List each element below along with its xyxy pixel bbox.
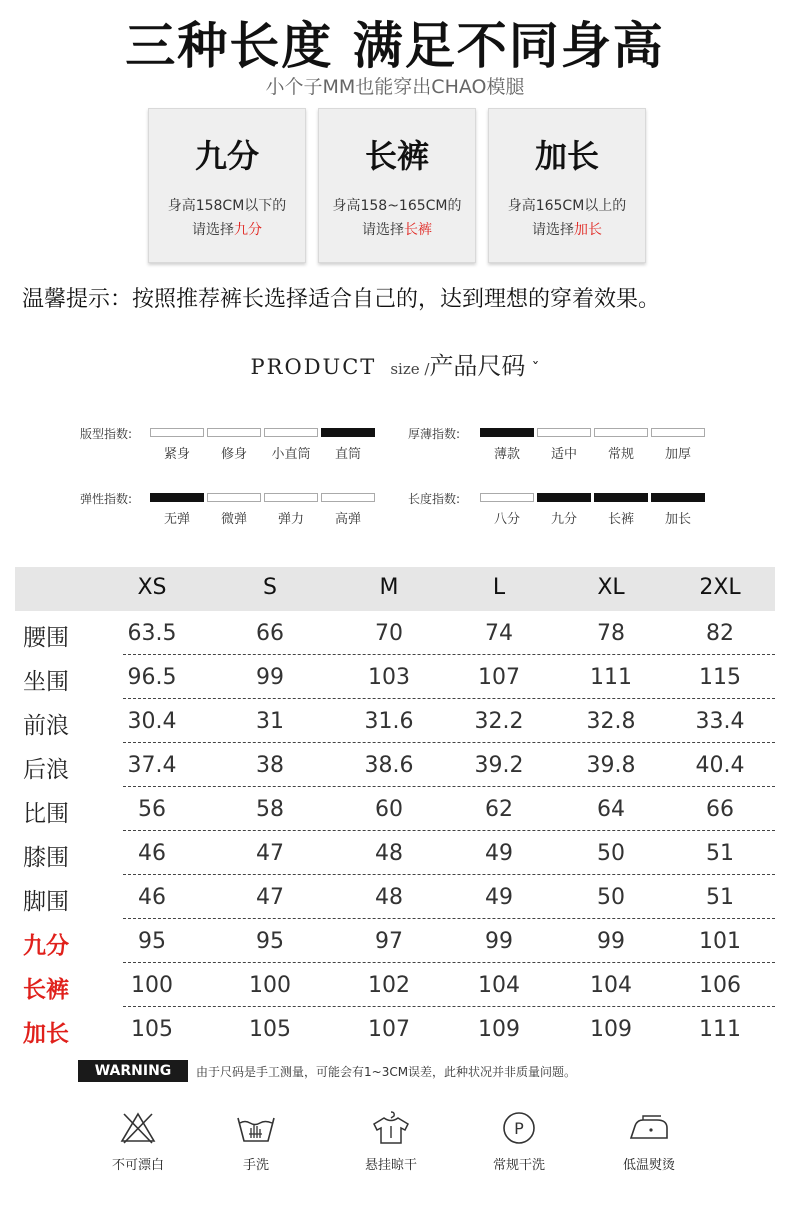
row-divider — [123, 742, 775, 743]
size-cell: 38 — [256, 753, 284, 778]
size-cell: 47 — [256, 841, 284, 866]
card-nine-tenths — [148, 108, 306, 263]
size-row-label: 九分 — [23, 933, 69, 959]
card-extended — [488, 108, 646, 263]
care-hang-dry — [351, 1110, 431, 1173]
row-divider — [123, 918, 775, 919]
index-segment — [537, 493, 591, 502]
card-recommend: 请选择长裤 — [362, 222, 432, 238]
size-column-header: S — [263, 575, 277, 600]
product-size-header — [0, 346, 790, 381]
warning-text: 由于尺码是手工测量，可能会有1~3CM误差，此种状况并非质量问题。 — [196, 1065, 577, 1079]
size-cell: 51 — [706, 841, 734, 866]
size-column-header: XS — [137, 575, 167, 600]
index-label: 弹性指数: — [80, 492, 133, 506]
size-cell: 39.8 — [586, 753, 636, 778]
svg-text:P: P — [514, 1119, 524, 1138]
size-cell: 107 — [478, 665, 520, 690]
index-option: 八分 — [493, 512, 520, 527]
size-cell: 40.4 — [695, 753, 745, 778]
size-cell: 39.2 — [474, 753, 524, 778]
size-cell: 100 — [249, 973, 291, 998]
size-cell: 31.6 — [364, 709, 414, 734]
dry-clean-icon — [501, 1110, 537, 1146]
size-cell: 51 — [706, 885, 734, 910]
index-segment — [594, 493, 648, 502]
size-cell: 105 — [131, 1017, 173, 1042]
length-cards — [144, 108, 646, 266]
size-cell: 48 — [375, 841, 403, 866]
care-label: 不可漂白 — [111, 1158, 164, 1173]
size-cell: 31 — [256, 709, 284, 734]
index-label: 厚薄指数: — [408, 427, 461, 441]
card-title: 加长 — [534, 137, 599, 175]
index-option: 加厚 — [664, 447, 691, 462]
row-divider — [123, 698, 775, 699]
size-cell: 106 — [699, 973, 741, 998]
size-cell: 102 — [368, 973, 410, 998]
index-segment — [651, 428, 705, 437]
row-divider — [123, 874, 775, 875]
care-low-iron — [609, 1110, 689, 1173]
low-iron-icon — [627, 1110, 671, 1146]
card-title: 九分 — [194, 137, 259, 175]
size-cell: 82 — [706, 621, 734, 646]
index-option: 高弹 — [334, 512, 361, 527]
index-segment — [480, 493, 534, 502]
hero-title: 三种长度 满足不同身高 — [125, 17, 665, 75]
size-cell: 103 — [368, 665, 410, 690]
size-cell: 96.5 — [127, 665, 177, 690]
size-cell: 46 — [138, 885, 166, 910]
size-cell: 95 — [256, 929, 284, 954]
care-hand-wash — [216, 1110, 296, 1173]
size-cell: 99 — [597, 929, 625, 954]
size-cell: 50 — [597, 885, 625, 910]
size-cell: 104 — [478, 973, 520, 998]
index-segment — [264, 493, 318, 502]
size-row-label: 加长 — [23, 1021, 69, 1047]
size-header-row — [15, 567, 775, 611]
size-cell: 56 — [138, 797, 166, 822]
size-cell: 66 — [256, 621, 284, 646]
care-label: 悬挂晾干 — [364, 1158, 417, 1173]
size-cell: 38.6 — [364, 753, 414, 778]
size-cell: 37.4 — [127, 753, 177, 778]
size-column-header: XL — [597, 575, 625, 600]
card-title: 长裤 — [364, 137, 429, 175]
size-row-label: 比围 — [23, 801, 69, 827]
size-cell: 49 — [485, 841, 513, 866]
card-long-pants — [318, 108, 476, 263]
size-cell: 111 — [590, 665, 632, 690]
size-column-header: M — [379, 575, 399, 600]
size-row-label: 长裤 — [23, 977, 69, 1003]
size-cell: 30.4 — [127, 709, 177, 734]
size-row-label: 腰围 — [23, 625, 69, 651]
size-row-label: 膝围 — [23, 845, 69, 871]
index-option: 弹力 — [277, 512, 304, 527]
index-segment — [321, 493, 375, 502]
hand-wash-icon — [235, 1110, 277, 1146]
row-divider — [123, 962, 775, 963]
size-column-header: L — [492, 575, 506, 600]
card-recommend: 请选择九分 — [192, 222, 262, 238]
size-cell: 109 — [478, 1017, 520, 1042]
row-divider — [123, 786, 775, 787]
index-segment — [594, 428, 648, 437]
size-cell: 70 — [375, 621, 403, 646]
index-segment — [207, 493, 261, 502]
card-height-range: 身高158CM以下的 — [167, 198, 287, 214]
size-row-label: 坐围 — [23, 669, 69, 695]
size-cell: 111 — [699, 1017, 741, 1042]
size-cell: 107 — [368, 1017, 410, 1042]
size-column-header: 2XL — [699, 575, 741, 600]
size-cell: 99 — [256, 665, 284, 690]
size-cell: 64 — [597, 797, 625, 822]
index-segment — [537, 428, 591, 437]
index-segment — [207, 428, 261, 437]
care-label: 常规干洗 — [492, 1158, 545, 1173]
row-divider — [123, 830, 775, 831]
chevron-mark: ˇ — [531, 359, 540, 378]
index-option: 修身 — [220, 447, 247, 462]
size-row-label: 脚围 — [23, 889, 69, 915]
index-option: 紧身 — [163, 447, 190, 462]
index-segment — [150, 428, 204, 437]
index-option: 常规 — [607, 447, 634, 462]
index-segment — [321, 428, 375, 437]
index-option: 九分 — [550, 512, 577, 527]
card-recommend: 请选择加长 — [532, 222, 602, 238]
product-size-zh: 产品尺码 — [429, 352, 526, 380]
card-height-range: 身高165CM以上的 — [507, 198, 627, 214]
size-cell: 60 — [375, 797, 403, 822]
size-cell: 101 — [699, 929, 741, 954]
size-cell: 97 — [375, 929, 403, 954]
size-row-label: 前浪 — [23, 713, 69, 739]
size-row-label: 后浪 — [23, 757, 69, 783]
size-cell: 47 — [256, 885, 284, 910]
size-cell: 104 — [590, 973, 632, 998]
row-divider — [123, 654, 775, 655]
size-word: size / — [390, 360, 430, 378]
size-cell: 100 — [131, 973, 173, 998]
size-cell: 63.5 — [127, 621, 177, 646]
size-cell: 46 — [138, 841, 166, 866]
size-cell: 48 — [375, 885, 403, 910]
index-segment — [651, 493, 705, 502]
row-divider — [123, 1006, 775, 1007]
hang-dry-icon — [370, 1110, 412, 1146]
size-cell: 50 — [597, 841, 625, 866]
index-option: 直筒 — [334, 447, 361, 462]
index-label: 长度指数: — [408, 492, 461, 506]
size-cell: 32.2 — [474, 709, 524, 734]
no-bleach-icon — [118, 1110, 158, 1146]
index-segment — [480, 428, 534, 437]
size-cell: 66 — [706, 797, 734, 822]
size-cell: 58 — [256, 797, 284, 822]
index-option: 适中 — [550, 447, 577, 462]
size-cell: 49 — [485, 885, 513, 910]
size-cell: 115 — [699, 665, 741, 690]
tip-text: 温馨提示：按照推荐裤长选择适合自己的，达到理想的穿着效果。 — [22, 287, 661, 312]
care-label: 低温熨烫 — [622, 1158, 675, 1173]
size-cell: 99 — [485, 929, 513, 954]
size-cell: 109 — [590, 1017, 632, 1042]
index-option: 长裤 — [607, 512, 634, 527]
size-cell: 33.4 — [695, 709, 745, 734]
care-no-bleach — [98, 1110, 178, 1173]
care-label: 手洗 — [242, 1158, 269, 1173]
index-label: 版型指数: — [80, 427, 133, 441]
size-cell: 74 — [485, 621, 513, 646]
card-height-range: 身高158~165CM的 — [332, 198, 462, 214]
size-cell: 62 — [485, 797, 513, 822]
index-option: 无弹 — [163, 512, 190, 527]
product-word: PRODUCT — [250, 355, 377, 379]
size-cell: 105 — [249, 1017, 291, 1042]
care-dry-clean — [479, 1110, 559, 1173]
index-segment — [264, 428, 318, 437]
size-cell: 32.8 — [586, 709, 636, 734]
warning-badge: WARNING — [78, 1060, 188, 1082]
index-option: 加长 — [664, 512, 691, 527]
size-cell: 95 — [138, 929, 166, 954]
size-cell: 78 — [597, 621, 625, 646]
index-option: 小直筒 — [271, 447, 311, 462]
index-option: 薄款 — [493, 447, 520, 462]
index-segment — [150, 493, 204, 502]
hero-subtitle: 小个子MM也能穿出CHAO模腿 — [265, 76, 525, 98]
index-option: 微弹 — [220, 512, 247, 527]
